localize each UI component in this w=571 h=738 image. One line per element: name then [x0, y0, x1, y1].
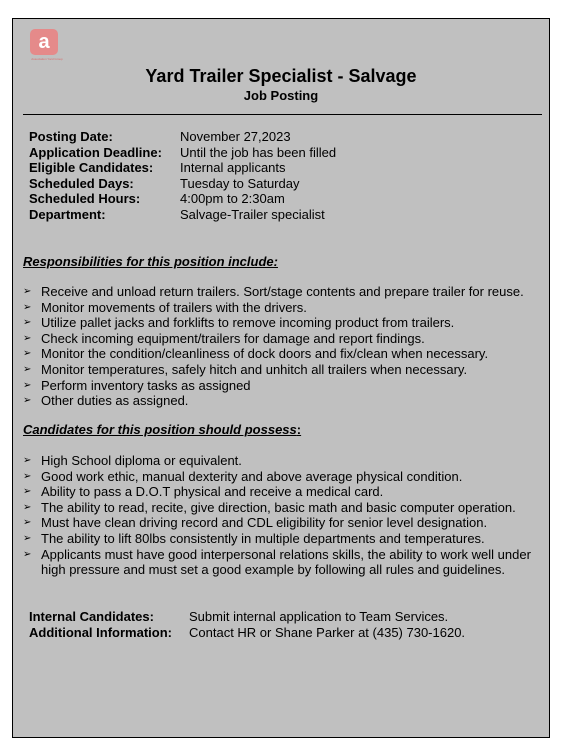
detail-value: 4:00pm to 2:30am [180, 191, 285, 207]
bullet-item [23, 284, 548, 300]
bullet-text: The ability to read, recite, give direction, basic math and basic computer operation. [41, 499, 516, 515]
qualifications-heading-colon: : [296, 422, 302, 437]
detail-row [29, 129, 336, 145]
qualifications-heading-text: Candidates for this position should possess [23, 422, 297, 437]
bullet-item [23, 393, 548, 409]
posting-details [29, 129, 336, 223]
arrow-bullet-icon: ➢ [23, 486, 32, 498]
bullet-item [23, 531, 548, 547]
detail-value: Tuesday to Saturday [180, 175, 300, 191]
logo-tagline: Association Yard Group [31, 57, 63, 61]
detail-row [29, 160, 336, 176]
bullet-text: Monitor the condition/cleanliness of dock doors and fix/clean when necessary. [41, 346, 489, 362]
bullet-item [23, 315, 548, 331]
detail-value: November 27,2023 [180, 129, 291, 144]
arrow-bullet-icon: ➢ [23, 455, 32, 466]
arrow-bullet-icon: ➢ [23, 317, 32, 329]
bullet-text: High School diploma or equivalent. [41, 453, 242, 468]
detail-row [29, 207, 336, 223]
bullet-text: Monitor temperatures, safely hitch and unhitch all trailers when necessary. [41, 361, 468, 377]
bullet-item [23, 300, 548, 316]
document-title: Yard Trailer Specialist - Salvage [145, 66, 417, 86]
detail-value: Internal applicants [180, 160, 286, 176]
company-logo [30, 29, 63, 61]
responsibilities-list [23, 284, 548, 409]
application-info [29, 609, 465, 641]
detail-label: Scheduled Hours: [29, 191, 141, 207]
detail-row [29, 145, 336, 161]
bullet-item [23, 331, 548, 347]
bullet-item [23, 500, 548, 516]
arrow-bullet-icon: ➢ [23, 286, 32, 297]
title-divider [23, 114, 542, 115]
bullet-text: Monitor movements of trailers with the drivers. [41, 299, 307, 315]
bullet-item [23, 484, 548, 500]
detail-label: Department: [29, 206, 106, 222]
bullet-text: Good work ethic, manual dexterity and above average physical condition. [41, 468, 463, 484]
arrow-bullet-icon: ➢ [23, 517, 32, 529]
bullet-item [23, 362, 548, 378]
job-posting-document [12, 18, 550, 738]
info-label: Additional Information: [29, 625, 172, 640]
info-value: Submit internal application to Team Services. [189, 609, 449, 624]
logo-badge: a [30, 29, 58, 55]
bullet-item [23, 453, 548, 469]
detail-value: Until the job has been filled [180, 144, 337, 160]
arrow-bullet-icon: ➢ [23, 548, 32, 560]
info-value: Contact HR or Shane Parker at (435) 730-1620. [189, 625, 466, 640]
arrow-bullet-icon: ➢ [23, 379, 32, 391]
info-row [29, 609, 465, 625]
info-label: Internal Candidates: [29, 609, 154, 624]
bullet-text: Perform inventory tasks as assigned [41, 377, 251, 393]
detail-label: Posting Date: [29, 129, 113, 144]
bullet-text: Other duties as assigned. [41, 393, 189, 409]
arrow-bullet-icon: ➢ [23, 532, 32, 544]
qualifications-list [23, 453, 548, 578]
arrow-bullet-icon: ➢ [23, 470, 32, 482]
detail-label: Scheduled Days: [29, 175, 134, 191]
responsibilities-heading: Responsibilities for this position include: [23, 254, 278, 269]
bullet-text: Check incoming equipment/trailers for damage and report findings. [41, 330, 425, 346]
info-row [29, 625, 465, 641]
bullet-text: Must have clean driving record and CDL eligibility for senior level designation. [41, 515, 488, 531]
bullet-item [23, 515, 548, 531]
bullet-item [23, 346, 548, 362]
arrow-bullet-icon: ➢ [23, 301, 32, 313]
detail-row [29, 176, 336, 192]
document-subtitle: Job Posting [243, 88, 319, 103]
detail-label: Application Deadline: [29, 144, 162, 160]
arrow-bullet-icon: ➢ [23, 363, 32, 375]
bullet-item [23, 378, 548, 394]
detail-value: Salvage-Trailer specialist [180, 206, 325, 222]
bullet-text: The ability to lift 80lbs consistently in multiple departments and temperatures. [41, 530, 485, 546]
bullet-text: Applicants must have good interpersonal relations skills, the ability to work well under high pressure and must set a good example by following all rules and guidelines. [41, 546, 531, 578]
arrow-bullet-icon: ➢ [23, 332, 32, 344]
detail-row [29, 191, 336, 207]
bullet-text: Utilize pallet jacks and forklifts to remove incoming product from trailers. [41, 315, 455, 331]
bullet-item [23, 547, 548, 578]
qualifications-heading [23, 422, 301, 437]
arrow-bullet-icon: ➢ [23, 395, 32, 407]
arrow-bullet-icon: ➢ [23, 501, 32, 513]
arrow-bullet-icon: ➢ [23, 348, 32, 360]
bullet-text: Ability to pass a D.O.T physical and receive a medical card. [41, 484, 384, 500]
detail-label: Eligible Candidates: [29, 160, 154, 176]
bullet-text: Receive and unload return trailers. Sort/stage contents and prepare trailer for reuse. [41, 284, 524, 299]
bullet-item [23, 469, 548, 485]
